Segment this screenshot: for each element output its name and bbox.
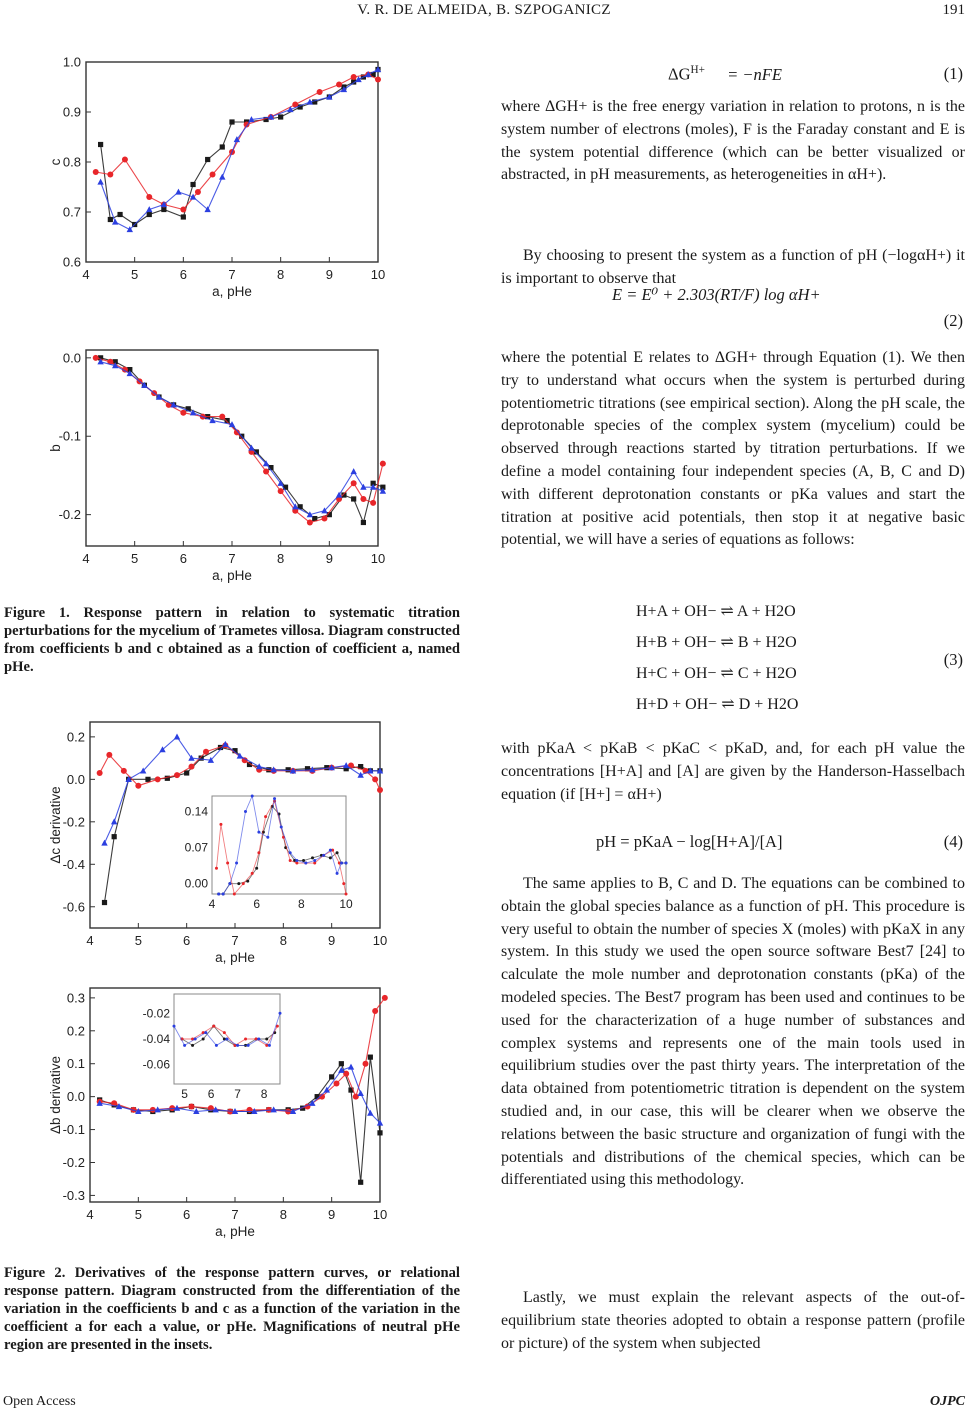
data-point-red-circle bbox=[135, 783, 141, 789]
paragraph-4 bbox=[501, 738, 965, 806]
data-point-black-square bbox=[377, 1130, 382, 1135]
inset-data-point-blue bbox=[244, 810, 247, 813]
y-tick-label: 0.9 bbox=[62, 104, 81, 120]
x-tick-label: 9 bbox=[328, 1207, 336, 1222]
inset-data-point-blue bbox=[217, 893, 220, 896]
inset-data-point-black bbox=[265, 1038, 268, 1041]
inset-data-point-blue bbox=[273, 797, 276, 800]
data-point-black-square bbox=[220, 144, 225, 149]
inset-x-tick-label: 6 bbox=[207, 1087, 215, 1101]
inset-y-tick-label: -0.02 bbox=[142, 1006, 170, 1021]
data-point-red-circle bbox=[343, 1071, 349, 1077]
data-point-black-square bbox=[181, 214, 186, 219]
data-point-red-circle bbox=[351, 74, 357, 80]
inset-data-point-red bbox=[226, 862, 229, 865]
inset-data-point-blue bbox=[257, 831, 260, 834]
paragraph-1-text: where ΔGH+ is the free energy variation in relation to protons, n is the system number of electrons (moles), F is the Faraday constant and E is the system potential difference (which can be better visualized or abstracted, in pH measurements, as heterogeneities in αH+). bbox=[501, 98, 965, 184]
y-tick-label: 0.0 bbox=[66, 771, 85, 787]
y-tick-label: 0.7 bbox=[62, 204, 81, 220]
inset-data-point-blue bbox=[345, 862, 348, 865]
data-point-black-square bbox=[147, 212, 152, 217]
y-tick-label: -0.2 bbox=[62, 1154, 85, 1170]
data-point-red-circle bbox=[146, 194, 152, 200]
data-point-black-square bbox=[117, 212, 122, 217]
page-header bbox=[0, 0, 968, 24]
inset-x-tick-label: 5 bbox=[181, 1087, 188, 1101]
data-point-black-square bbox=[358, 1180, 363, 1185]
inset-data-point-blue bbox=[336, 872, 339, 875]
data-point-red-circle bbox=[180, 410, 186, 416]
x-axis-label: a, pHe bbox=[215, 950, 255, 965]
y-axis-label: Δc derivative bbox=[48, 786, 63, 864]
data-point-red-circle bbox=[180, 207, 186, 213]
data-point-red-circle bbox=[121, 768, 127, 774]
paragraph-5-text: The same applies to B, C and D. The equations can be combined to obtain the global species balance as a function of pH. This procedure is very useful to obtain the number of species X (moles) with pKaX in any system. In this study we used the open source software Best7 [24] to calculate the mole number and deprotonation constants (pKa) of the modeled species. The Best7 program has been used and continues to be used for the characterization of a huge number of substances and complex systems and represents one of the main tools used in equilibrium studies over the past thirty years. The interpretation of the data obtained from potentiometric titration is dependent on the system studied and, in our case, this will be clearer when we observe the relations between the basic structure and organization of fungi with the potentials and distributions of the chemical species, which can be differentiated using this methodology. bbox=[501, 875, 965, 1189]
inset-data-point-blue bbox=[340, 862, 343, 865]
running-title: V. R. DE ALMEIDA, B. SZPOGANICZ bbox=[357, 2, 611, 18]
data-point-red-circle bbox=[370, 500, 376, 506]
paragraph-3-text: where the potential E relates to ΔGH+ through Equation (1). We then try to understand what occurs when the system is perturbed during potentiometric titrations (see empirical section). Along the pH scale, the deprotonable species of the complex system (mycelium) could be observed through reactions started by titration perturbations. If we define a model containing four independent species (A, B, C and D) with different deprotonation constants or pKa values and start the titration at positive acid potentials, then stop it at negative basic potential, we will have a series of equations as follows: bbox=[501, 349, 965, 549]
data-point-red-circle bbox=[336, 82, 342, 88]
eq4-number: (4) bbox=[943, 832, 963, 851]
data-point-black-square bbox=[229, 119, 234, 124]
inset-data-point-black bbox=[237, 882, 240, 885]
inset-x-tick-label: 8 bbox=[297, 897, 305, 911]
x-tick-label: 6 bbox=[179, 551, 187, 566]
data-point-black-square bbox=[145, 777, 150, 782]
eq1-lhs: ΔG bbox=[668, 64, 691, 84]
data-point-red-circle bbox=[351, 480, 357, 486]
inset-data-point-black bbox=[302, 859, 305, 862]
data-point-red-circle bbox=[263, 469, 269, 475]
data-point-red-circle bbox=[372, 1008, 378, 1014]
page-number: 191 bbox=[942, 2, 965, 18]
data-point-red-circle bbox=[219, 414, 225, 420]
data-point-red-circle bbox=[93, 355, 99, 361]
data-point-red-circle bbox=[106, 752, 112, 758]
x-tick-label: 8 bbox=[279, 933, 287, 948]
data-point-red-circle bbox=[203, 749, 209, 755]
data-point-red-circle bbox=[377, 787, 383, 793]
inset-data-point-blue bbox=[215, 1044, 218, 1047]
inset-data-point-red bbox=[233, 893, 236, 896]
inset-data-point-blue bbox=[204, 1031, 207, 1034]
plot-frame bbox=[86, 350, 378, 546]
y-axis-label: b bbox=[48, 444, 63, 452]
data-point-red-circle bbox=[189, 1104, 195, 1110]
data-point-red-circle bbox=[317, 89, 323, 95]
y-axis-label: Δb derivative bbox=[48, 1055, 63, 1135]
data-point-red-circle bbox=[372, 776, 378, 782]
eq3-row-d: H+D + OH− ⇌ D + H2O bbox=[636, 696, 799, 713]
inset-data-point-red bbox=[295, 862, 298, 865]
inset-data-point-black bbox=[202, 1038, 205, 1041]
eq1-lhs-sup: H+ bbox=[690, 64, 705, 76]
figure1-caption-text: Figure 1. Response pattern in relation to systematic titration perturbations for the mycelium of Trametes villosa. Diagram constructed from coefficients b and c obtained as a function of coefficient a, named pHe. bbox=[4, 605, 460, 675]
inset-data-point-blue bbox=[194, 1038, 197, 1041]
x-tick-label: 9 bbox=[325, 267, 333, 282]
eq3-number: (3) bbox=[943, 650, 963, 669]
x-tick-label: 4 bbox=[86, 933, 94, 948]
eq1-number: (1) bbox=[943, 64, 963, 83]
inset-x-tick-label: 10 bbox=[339, 897, 353, 911]
y-tick-label: 0.2 bbox=[66, 729, 85, 745]
inset-data-point-red bbox=[215, 867, 218, 870]
x-tick-label: 10 bbox=[370, 551, 386, 566]
data-point-black-square bbox=[278, 114, 283, 119]
x-tick-label: 5 bbox=[134, 1207, 142, 1222]
data-point-black-square bbox=[368, 1055, 373, 1060]
x-tick-label: 6 bbox=[183, 933, 191, 948]
inset-data-point-blue bbox=[226, 1038, 229, 1041]
data-point-black-square bbox=[286, 767, 291, 772]
inset-y-tick-label: -0.06 bbox=[142, 1057, 170, 1072]
inset-y-tick-label: 0.00 bbox=[184, 876, 208, 891]
paragraph-6-text: Lastly, we must explain the relevant aspects of the out-of-equilibrium state theories adopted to obtain a response pattern (profile or picture) of the system when subjected bbox=[501, 1289, 965, 1352]
paragraph-5 bbox=[501, 873, 965, 1192]
data-point-red-circle bbox=[210, 172, 216, 178]
y-tick-label: 0.8 bbox=[62, 154, 81, 170]
data-point-black-square bbox=[351, 496, 356, 501]
y-tick-label: -0.1 bbox=[58, 428, 81, 444]
y-tick-label: 0.6 bbox=[62, 254, 81, 270]
inset-data-point-red bbox=[244, 1038, 247, 1041]
y-tick-label: -0.2 bbox=[62, 814, 85, 830]
x-tick-label: 9 bbox=[328, 933, 336, 948]
open-access-label: Open Access bbox=[3, 1394, 76, 1409]
data-point-black-square bbox=[102, 900, 107, 905]
data-point-red-circle bbox=[353, 1094, 359, 1100]
data-point-red-circle bbox=[278, 488, 284, 494]
inset-data-point-red bbox=[223, 1031, 226, 1034]
y-tick-label: 0.0 bbox=[66, 1089, 85, 1105]
eq1-body bbox=[668, 64, 782, 85]
inset-data-point-blue bbox=[235, 862, 238, 865]
inset-data-point-blue bbox=[313, 859, 316, 862]
inset-data-point-red bbox=[342, 882, 345, 885]
y-tick-label: -0.2 bbox=[58, 507, 81, 523]
inset-data-point-blue bbox=[236, 1044, 239, 1047]
inset-data-point-blue bbox=[268, 1044, 271, 1047]
data-point-red-circle bbox=[334, 1080, 340, 1086]
eq1-rhs: = −nFE bbox=[727, 64, 782, 84]
eq3-row-a: H+A + OH− ⇌ A + H2O bbox=[636, 603, 796, 620]
x-tick-label: 10 bbox=[370, 267, 386, 282]
data-point-black-square bbox=[329, 1074, 334, 1079]
inset-data-point-blue bbox=[322, 854, 325, 857]
inset-x-tick-label: 7 bbox=[234, 1087, 241, 1101]
x-tick-label: 7 bbox=[231, 933, 239, 948]
inset-data-point-red bbox=[345, 893, 348, 896]
x-axis-label: a, pHe bbox=[212, 284, 252, 299]
figure2-dc-panel bbox=[46, 712, 406, 974]
equation-3-system bbox=[636, 599, 798, 717]
y-tick-label: -0.4 bbox=[62, 856, 85, 872]
eq3-row-c: H+C + OH− ⇌ C + H2O bbox=[636, 665, 797, 682]
y-tick-label: 0.2 bbox=[66, 1023, 85, 1039]
y-tick-label: 1.0 bbox=[62, 54, 81, 70]
data-point-red-circle bbox=[97, 770, 103, 776]
inset-y-tick-label: -0.04 bbox=[142, 1032, 170, 1046]
x-tick-label: 6 bbox=[183, 1207, 191, 1222]
data-point-black-square bbox=[108, 217, 113, 222]
inset-data-point-blue bbox=[228, 882, 231, 885]
x-tick-label: 8 bbox=[277, 267, 285, 282]
inset-data-point-blue bbox=[289, 851, 292, 854]
paragraph-4-text: with pKaA < pKaB < pKaC < pKaD, and, for each pH value the concentrations [H+A] and [A] are given by the Handerson-Hasselbach equation (if [H+] = αH+) bbox=[501, 740, 965, 803]
inset-data-point-blue bbox=[183, 1044, 186, 1047]
data-point-black-square bbox=[190, 182, 195, 187]
inset-data-point-blue bbox=[304, 862, 307, 865]
data-point-red-circle bbox=[174, 772, 180, 778]
x-tick-label: 5 bbox=[134, 933, 142, 948]
x-tick-label: 4 bbox=[86, 1207, 94, 1222]
inset-data-point-red bbox=[289, 859, 292, 862]
figure1-b-panel bbox=[46, 336, 396, 598]
x-tick-label: 10 bbox=[372, 933, 388, 948]
x-tick-label: 9 bbox=[325, 551, 333, 566]
inset-data-point-red bbox=[242, 882, 245, 885]
inset-x-tick-label: 6 bbox=[253, 897, 261, 911]
inset-frame bbox=[212, 796, 346, 894]
inset-data-point-blue bbox=[173, 1025, 176, 1028]
eq4-body: pH = pKaA − log[H+A]/[A] bbox=[596, 832, 783, 851]
x-tick-label: 6 bbox=[179, 267, 187, 282]
data-point-red-circle bbox=[382, 995, 388, 1001]
figure1-caption bbox=[4, 604, 460, 676]
data-point-red-circle bbox=[375, 77, 381, 83]
data-point-red-circle bbox=[189, 764, 195, 770]
figure2-caption-text: Figure 2. Derivatives of the response pattern curves, or relational response pattern. Diagram constructed from the differentiation of the variation in the coefficients b and c as a function of the variation in the coefficient a for each a value, or pHe. Magnifications of neutral pHe region are presented in the insets. bbox=[4, 1265, 460, 1353]
inset-data-point-red bbox=[264, 815, 267, 818]
figure2-caption bbox=[4, 1264, 460, 1354]
data-point-black-square bbox=[339, 1061, 344, 1066]
data-point-black-square bbox=[205, 157, 210, 162]
data-point-black-square bbox=[184, 770, 189, 775]
data-point-black-square bbox=[98, 142, 103, 147]
paragraph-1 bbox=[501, 96, 965, 187]
data-point-black-square bbox=[361, 520, 366, 525]
y-tick-label: -0.3 bbox=[62, 1187, 85, 1203]
inset-data-point-red bbox=[212, 1025, 215, 1028]
figure2-db-panel bbox=[46, 978, 406, 1244]
x-tick-label: 5 bbox=[131, 551, 139, 566]
inset-x-tick-label: 4 bbox=[208, 897, 216, 911]
inset-data-point-black bbox=[336, 851, 339, 854]
data-point-red-circle bbox=[363, 1061, 369, 1067]
x-tick-label: 7 bbox=[228, 267, 236, 282]
inset-x-tick-label: 8 bbox=[260, 1087, 268, 1101]
eq3-row-b: H+B + OH− ⇌ B + H2O bbox=[636, 634, 797, 651]
x-tick-label: 4 bbox=[82, 551, 90, 566]
eq2-number: (2) bbox=[943, 311, 963, 330]
data-point-red-circle bbox=[122, 157, 128, 163]
y-tick-label: -0.1 bbox=[62, 1122, 85, 1138]
data-point-black-square bbox=[161, 207, 166, 212]
paragraph-3 bbox=[501, 347, 965, 552]
y-tick-label: 0.0 bbox=[62, 350, 81, 366]
inset-y-tick-label: 0.14 bbox=[184, 804, 208, 819]
x-tick-label: 10 bbox=[372, 1207, 388, 1222]
inset-data-point-black bbox=[255, 867, 258, 870]
inset-data-point-blue bbox=[329, 849, 332, 852]
figure1-c-panel bbox=[46, 48, 396, 320]
data-point-red-circle bbox=[380, 461, 386, 467]
y-axis-label: c bbox=[48, 158, 63, 166]
y-tick-label: -0.6 bbox=[62, 899, 85, 915]
inset-data-point-black bbox=[311, 856, 314, 859]
inset-data-point-blue bbox=[222, 893, 225, 896]
data-point-red-circle bbox=[307, 519, 313, 525]
inset-data-point-black bbox=[329, 856, 332, 859]
inset-data-point-red bbox=[313, 862, 316, 865]
inset-data-point-red bbox=[257, 851, 260, 854]
x-tick-label: 7 bbox=[228, 551, 236, 566]
paragraph-2 bbox=[501, 245, 965, 291]
y-tick-label: 0.1 bbox=[66, 1056, 85, 1072]
data-point-red-circle bbox=[107, 172, 113, 178]
inset-data-point-blue bbox=[251, 795, 254, 798]
inset-y-tick-label: 0.07 bbox=[184, 840, 208, 855]
x-tick-label: 8 bbox=[279, 1207, 287, 1222]
x-axis-label: a, pHe bbox=[215, 1224, 255, 1239]
inset-data-point-blue bbox=[247, 1044, 250, 1047]
y-tick-label: 0.3 bbox=[66, 990, 85, 1006]
inset-data-point-red bbox=[251, 872, 254, 875]
inset-data-point-black bbox=[191, 1044, 194, 1047]
x-tick-label: 7 bbox=[231, 1207, 239, 1222]
data-point-red-circle bbox=[195, 189, 201, 195]
inset-data-point-red bbox=[219, 823, 222, 826]
data-point-red-circle bbox=[321, 516, 327, 522]
eq2-body: E = E⁰ + 2.303(RT/F) log αH+ bbox=[612, 285, 821, 304]
inset-data-point-blue bbox=[266, 836, 269, 839]
x-tick-label: 4 bbox=[82, 267, 90, 282]
paragraph-2-text: By choosing to present the system as a function of pH (−logαH+) it is important to observe that bbox=[501, 247, 965, 287]
data-point-red-circle bbox=[155, 776, 161, 782]
inset-data-point-blue bbox=[279, 1012, 282, 1015]
x-tick-label: 8 bbox=[277, 551, 285, 566]
inset-data-point-blue bbox=[257, 1038, 260, 1041]
inset-data-point-blue bbox=[280, 825, 283, 828]
data-point-red-circle bbox=[93, 169, 99, 175]
data-point-black-square bbox=[112, 834, 117, 839]
data-point-red-circle bbox=[360, 496, 366, 502]
inset-data-point-blue bbox=[295, 859, 298, 862]
x-tick-label: 5 bbox=[131, 267, 139, 282]
x-axis-label: a, pHe bbox=[212, 568, 252, 583]
journal-abbrev: OJPC bbox=[930, 1394, 965, 1409]
paragraph-6 bbox=[501, 1287, 965, 1355]
